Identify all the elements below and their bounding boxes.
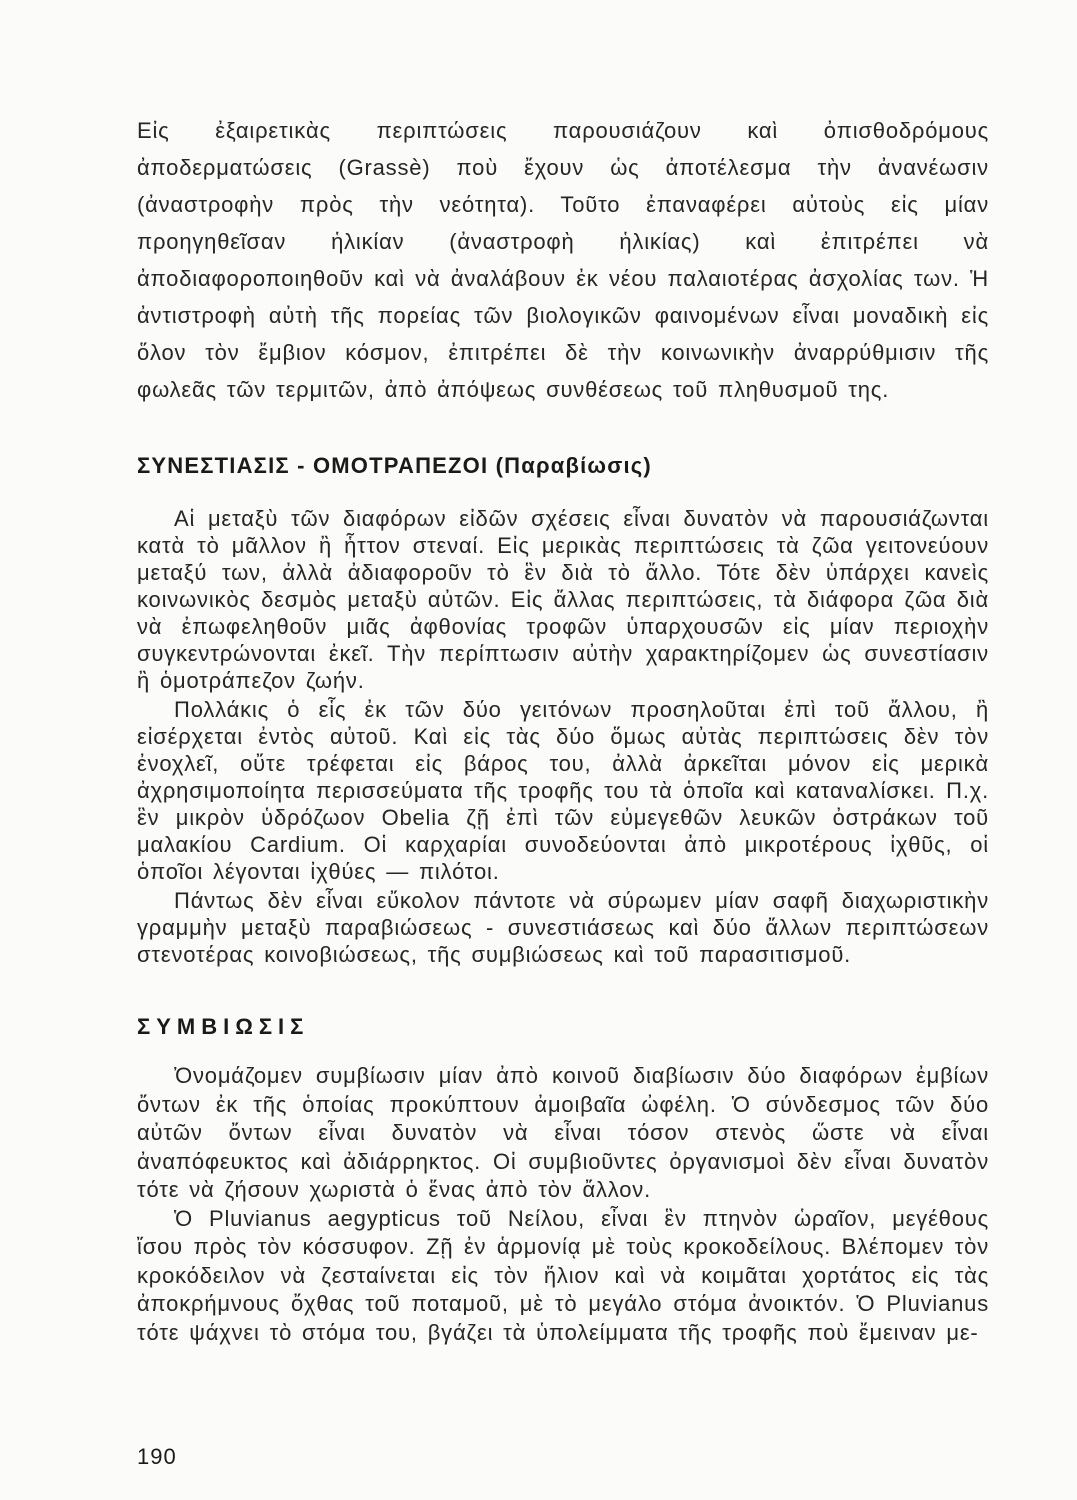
paragraph: Αἱ μεταξὺ τῶν διαφόρων εἰδῶν σχέσεις εἶναι δυνατὸν νὰ παρουσιάζωνται κατὰ τὸ μᾶλλον ἢ ἧττον στεναί. Εἰς μερικὰς περιπτώσεις τὰ ζῶα γειτονεύουν μεταξύ των, ἀλλὰ ἀδιαφοροῦν τὸ ἓν διὰ τὸ ἄλλο. Τότε δὲν ὑπάρχει κανεὶς κοινωνικὸς δεσμὸς μεταξὺ αὐτῶν. Εἰς ἄλλας περιπτώσεις, τὰ διάφορα ζῶα διὰ νὰ ἐπωφεληθοῦν μιᾶς ἀφθονίας τροφῶν ὑπαρχουσῶν εἰς μίαν περιοχὴν συγκεντρώνονται ἐκεῖ. Τὴν περίπτωσιν αὐτὴν χαρακτηρίζομεν ὡς συνεστίασιν ἢ ὁμοτράπεζον ζωήν. [137, 506, 989, 693]
section-heading: ΣΥΜΒΙΩΣΙΣ [137, 1014, 310, 1039]
page-number: 190 [137, 1444, 177, 1469]
section-heading: ΣΥΝΕΣΤΙΑΣΙΣ - ΟΜΟΤΡΑΠΕΖΟΙ (Παραβίωσις) [137, 453, 652, 478]
paragraph: Πολλάκις ὁ εἷς ἐκ τῶν δύο γειτόνων προσηλοῦται ἐπὶ τοῦ ἄλλου, ἢ εἰσέρχεται ἐντὸς αὐτοῦ. Καὶ εἰς τὰς δύο ὅμως αὐτὰς περιπτώσεις δὲν τὸν ἐνοχλεῖ, οὔτε τρέφεται εἰς βάρος του, ἀλλὰ ἀρκεῖται μόνον εἰς μερικὰ ἀχρησιμοποίητα περισσεύματα τῆς τροφῆς του τὰ ὁποῖα καὶ καταναλίσκει. Π.χ. ἓν μικρὸν ὑδρόζωον Obelia ζῇ ἐπὶ τῶν εὐμεγεθῶν λευκῶν ὀστράκων τοῦ μαλακίου Cardium. Οἱ καρχαρίαι συνοδεύονται ἀπὸ μικροτέρους ἰχθῦς, οἱ ὁποῖοι λέγονται ἰχθύες — πιλότοι. [137, 697, 989, 884]
paragraph: Πάντως δὲν εἶναι εὔκολον πάντοτε νὰ σύρωμεν μίαν σαφῆ διαχωριστικὴν γραμμὴν μεταξὺ παραβιώσεως - συνεστιάσεως καὶ δύο ἄλλων περιπτώσεων στενοτέρας κοινοβιώσεως, τῆς συμβιώσεως καὶ τοῦ παρασιτισμοῦ. [137, 888, 989, 967]
paragraph: Ὁ Pluvianus aegypticus τοῦ Νείλου, εἶναι ἓν πτηνὸν ὡραῖον, μεγέθους ἴσου πρὸς τὸν κόσσυφον. Ζῇ ἐν ἁρμονίᾳ μὲ τοὺς κροκοδείλους. Βλέπομεν τὸν κροκόδειλον νὰ ζεσταίνεται εἰς τὸν ἥλιον καὶ νὰ κοιμᾶται χορτάτος εἰς τὰς ἀποκρήμνους ὄχθας τοῦ ποταμοῦ, μὲ τὸ μεγάλο στόμα ἀνοικτόν. Ὁ Pluvianus τότε ψάχνει τὸ στόμα του, βγάζει τὰ ὑπολείμματα τῆς τροφῆς ποὺ ἔμειναν με- [137, 1205, 989, 1345]
book-page [137, 112, 989, 1347]
section-synestiasis [137, 453, 989, 968]
paragraph: Ὀνομάζομεν συμβίωσιν μίαν ἀπὸ κοινοῦ διαβίωσιν δύο διαφόρων ἐμβίων ὄντων ἐκ τῆς ὁποίας προκύπτουν ἀμοιβαῖα ὠφέλη. Ὁ σύνδεσμος τῶν δύο αὐτῶν ὄντων εἶναι δυνατὸν νὰ εἶναι τόσον στενὸς ὥστε νὰ εἶναι ἀναπόφευκτος καὶ ἀδιάρρηκτος. Οἱ συμβιοῦντες ὀργανισμοὶ δὲν εἶναι δυνατὸν τότε νὰ ζήσουν χωριστὰ ὁ ἕνας ἀπὸ τὸν ἄλλον. [137, 1063, 989, 1202]
section-symbiosis [137, 1014, 989, 1347]
intro-paragraph: Εἰς ἐξαιρετικὰς περιπτώσεις παρουσιάζουν καὶ ὀπισθοδρόμους ἀποδερματώσεις (Grassè) ποὺ ἔχουν ὡς ἀποτέλεσμα τὴν ἀνανέωσιν (ἀναστροφὴν πρὸς τὴν νεότητα). Τοῦτο ἐπαναφέρει αὐτοὺς εἰς μίαν προηγηθεῖσαν ἡλικίαν (ἀναστροφὴ ἡλικίας) καὶ ἐπιτρέπει νὰ ἀποδιαφοροποιηθοῦν καὶ νὰ ἀναλάβουν ἐκ νέου παλαιοτέρας ἀσχολίας των. Ἡ ἀντιστροφὴ αὐτὴ τῆς πορείας τῶν βιολογικῶν φαινομένων εἶναι μοναδικὴ εἰς ὅλον τὸν ἔμβιον κόσμον, ἐπιτρέπει δὲ τὴν κοινωνικὴν ἀναρρύθμισιν τῆς φωλεᾶς τῶν τερμιτῶν, ἀπὸ ἀπόψεως συνθέσεως τοῦ πληθυσμοῦ της. [137, 118, 989, 402]
